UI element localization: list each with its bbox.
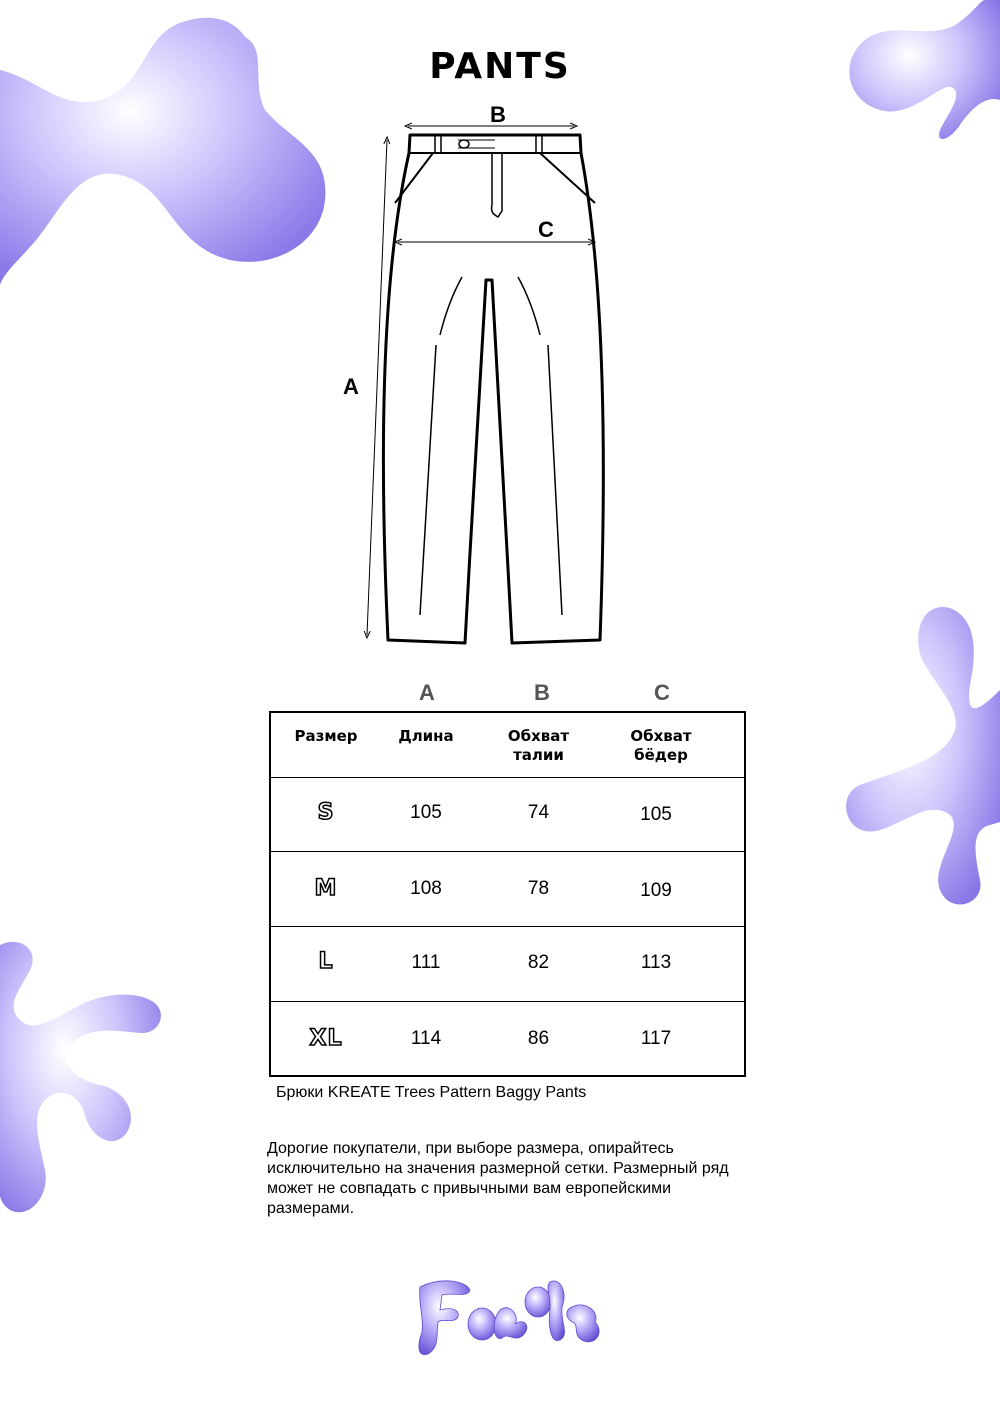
diagram-label-b: B	[490, 102, 506, 127]
waist-value: 74	[527, 802, 550, 823]
page-title: PANTS	[429, 46, 571, 87]
decorative-blob-right	[840, 600, 1000, 920]
hips-value: 117	[640, 1028, 672, 1049]
hips-value: 105	[640, 804, 672, 825]
decorative-blob-top-left	[0, 0, 340, 300]
pants-outline	[383, 135, 603, 643]
header-hips	[611, 727, 711, 765]
size-label: L	[318, 949, 334, 974]
waist-value: 86	[527, 1028, 550, 1049]
brand-logo-icon	[410, 1262, 610, 1362]
length-value: 114	[410, 1028, 442, 1049]
header-waist-line1: Обхват	[507, 727, 570, 745]
length-value: 111	[411, 952, 441, 973]
size-label: XL	[309, 1026, 343, 1051]
hips-value: 109	[640, 880, 672, 901]
diagram-label-c: C	[538, 217, 554, 242]
header-waist-line2: талии	[513, 746, 564, 764]
waist-value: 78	[527, 878, 550, 899]
column-letter-b: B	[534, 680, 550, 705]
header-length: Длина	[398, 727, 454, 745]
header-waist	[491, 727, 586, 765]
decorative-blob-bottom-left	[0, 935, 170, 1220]
diagram-label-a: A	[343, 374, 359, 399]
pants-diagram	[340, 95, 660, 655]
size-label: M	[314, 876, 338, 901]
table-row	[271, 927, 744, 1002]
waist-value: 82	[527, 952, 550, 973]
size-table	[269, 711, 746, 1077]
table-row	[271, 852, 744, 927]
header-hips-line2: бёдер	[634, 746, 688, 764]
length-value: 105	[410, 802, 442, 823]
table-header-row	[271, 713, 744, 778]
hips-value: 113	[640, 952, 672, 973]
column-letter-a: A	[419, 680, 435, 705]
product-name: Брюки KREATE Trees Pattern Baggy Pants	[276, 1084, 587, 1101]
header-hips-line1: Обхват	[630, 727, 692, 745]
size-label: S	[317, 800, 335, 825]
length-value: 108	[410, 878, 442, 899]
column-letter-c: C	[654, 680, 670, 705]
size-note: Дорогие покупатели, при выборе размера, опирайтесь исключительно на значения размерной сетки. Размерный ряд может не совпадать с привычными вам европейскими размерами.	[267, 1140, 729, 1217]
table-row	[271, 778, 744, 852]
header-size: Размер	[294, 727, 358, 745]
table-row	[271, 1002, 744, 1077]
